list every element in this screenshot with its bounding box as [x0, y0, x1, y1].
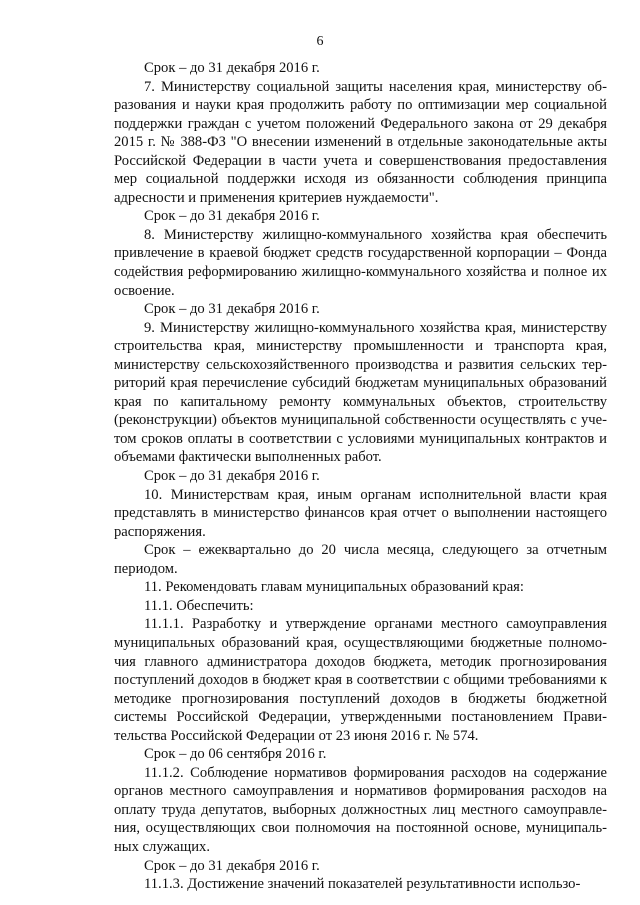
clause-9: 9. Министерству жилищно-коммунального хозяйства края, министерству строительства края, министерству промышленности и транспорта края, министерству сельскохозяйственного производства и развития сельских территорий края перечисление субсидий бюджетам муниципальных образований края по капитальному ремонту коммунальных объектов, строительству (реконструкции) объектов муниципальной собственности осуществлять с учетом сроков оплаты в соответствии с условиями муниципальных контрактов и объемами фактически выполненных работ.: [114, 319, 607, 466]
clause-10: 10. Министерствам края, иным органам исполнительной власти края представлять в министерство финансов края отчет о выполнении настоящего распоряжения.: [114, 486, 607, 540]
deadline-line: Срок – до 06 сентября 2016 г.: [144, 746, 327, 763]
document-body: [114, 59, 607, 894]
deadline-line: Срок – до 31 декабря 2016 г.: [144, 468, 320, 485]
deadline-line: Срок – до 31 декабря 2016 г.: [144, 857, 320, 874]
deadline-line: Срок – ежеквартально до 20 числа месяца, следующего за отчетным периодом.: [114, 542, 607, 577]
clause-11-1-2: 11.1.2. Соблюдение нормативов формирования расходов на содержание органов местного самоуправления и нормативов формирования расходов на оплату труда депутатов, выборных должностных лиц местного самоуправления, осуществляющих свои полномочия на постоянной основе, муниципальных служащих.: [114, 764, 607, 855]
clause-11-1: 11.1. Обеспечить:: [144, 597, 254, 614]
clause-8: 8. Министерству жилищно-коммунального хозяйства края обеспечить привлечение в краевой бюджет средств государственной корпорации – Фонда содействия реформированию жилищно-коммунального хозяйства и полное их освоение.: [114, 226, 607, 299]
page-number: 6: [316, 34, 324, 49]
clause-7: 7. Министерству социальной защиты населения края, министерству образования и науки края продолжить работу по оптимизации мер социальной поддержки граждан с учетом положений Федерального закона от 29 декабря 2015 г. № 388-ФЗ "О внесении изменений в отдельные законодательные акты Российской Федерации в части учета и совершенствования предоставления мер социальной поддержки исходя из обязанности соблюдения принципа адресности и применения критериев нуждаемости".: [114, 78, 607, 206]
clause-11-1-3: 11.1.3. Достижение значений показателей результативности использо-: [144, 876, 581, 893]
clause-11-1-1: 11.1.1. Разработку и утверждение органами местного самоуправления муниципальных образований края, осуществляющими бюджетные полномочия главного администратора доходов бюджета, методик прогнозирования поступлений доходов в бюджет края в соответствии с общими требованиями к методике прогнозирования поступлений доходов в бюджеты бюджетной системы Российской Федерации, утвержденными постановлением Правительства Российской Федерации от 23 июня 2016 г. № 574.: [114, 616, 607, 744]
deadline-line: Срок – до 31 декабря 2016 г.: [144, 301, 320, 318]
deadline-line: Срок – до 31 декабря 2016 г.: [144, 208, 320, 225]
deadline-line: Срок – до 31 декабря 2016 г.: [144, 60, 320, 76]
clause-11: 11. Рекомендовать главам муниципальных образований края:: [144, 579, 524, 596]
